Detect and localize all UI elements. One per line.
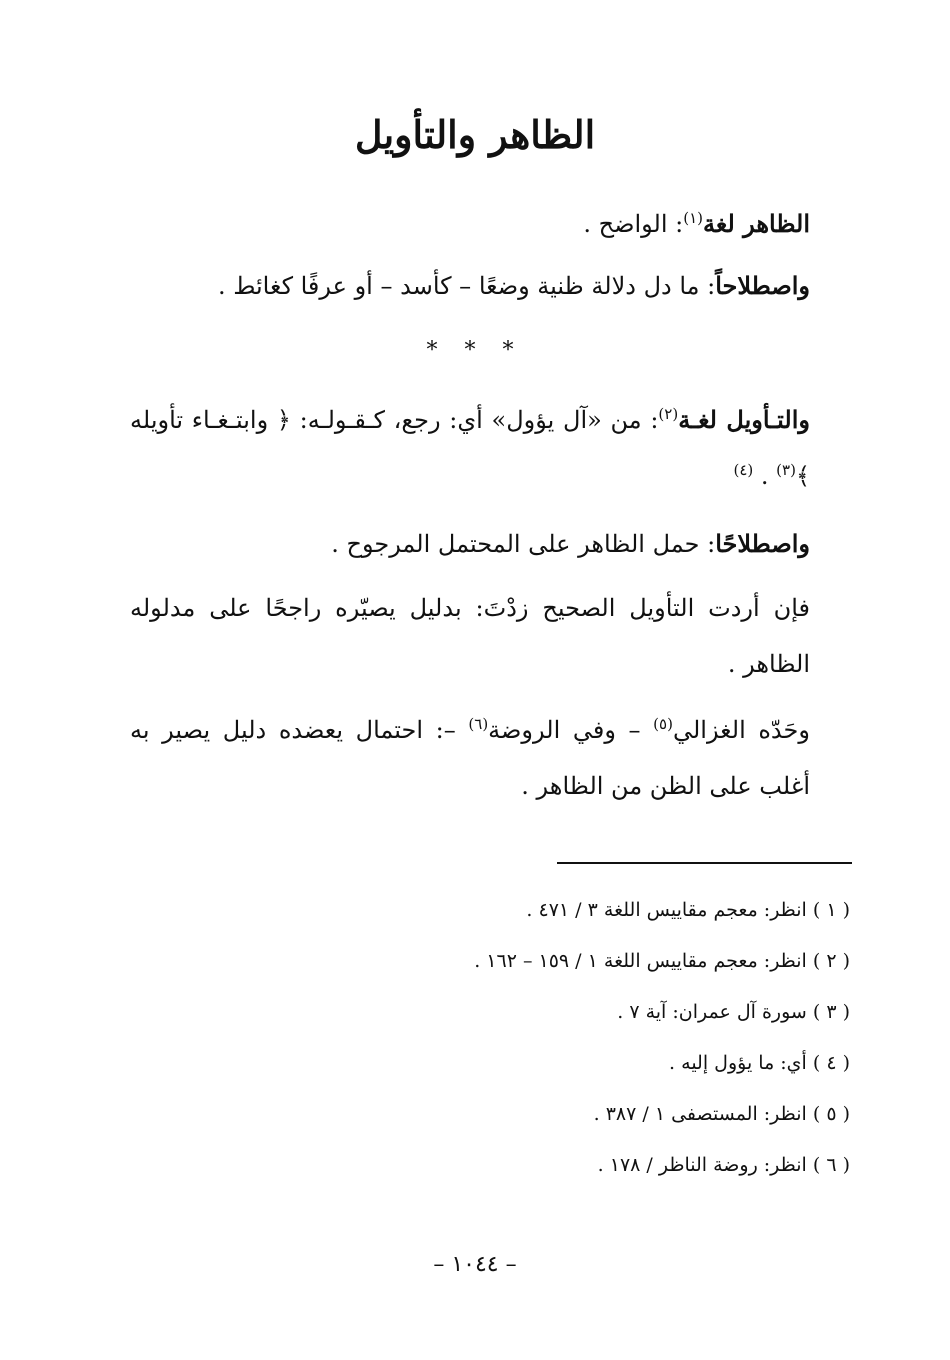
hadd-text-part2: – وفي الروضة	[488, 716, 641, 744]
footnote-divider	[557, 862, 852, 864]
footnote-item: ( ٦ ) انظر: روضة الناظر / ١٧٨ .	[597, 1154, 850, 1176]
hadd-text-part1: وحَدّه الغزالي	[672, 716, 810, 744]
tawil-hadd-paragraph	[130, 702, 810, 814]
zahir-lugha-paragraph	[130, 196, 810, 252]
footnote-ref-3: (٣)	[776, 461, 796, 479]
footnote-ref-6: (٦)	[468, 715, 489, 733]
tawil-lugha-text: : من «آل يؤول» أي: رجع، كـقـولـه: ﴿ وابتـغـاء تأويله ﴾	[130, 406, 810, 490]
page-number: – ١٠٤٤ –	[433, 1252, 517, 1277]
zahir-istilah-term: واصطلاحاً	[715, 271, 810, 300]
tawil-lugha-paragraph: والتـأويل لغـة$^{(٢)}$: من «آل يؤول» أي: رجع، كـقـولـه: ﴿ وابتـغـاء تأويله ﴾$^{(٣)}$ . $^{(٤)}$	[130, 405, 810, 490]
footnote-item: ( ٥ ) انظر: المستصفى ١ / ٣٨٧ .	[593, 1103, 850, 1125]
footnote-list	[110, 888, 850, 1194]
chapter-title: الظاهر والتأويل	[354, 112, 596, 157]
footnote-ref-5: (٥)	[653, 715, 673, 733]
zahir-lugha-term: الظاهر لغة	[703, 209, 810, 238]
tawil-istilah-paragraph	[130, 516, 810, 572]
footnote-item: ( ١ ) انظر: معجم مقاييس اللغة ٣ / ٤٧١ .	[526, 899, 850, 921]
tawil-istilah-term: واصطلاحًا	[715, 529, 810, 558]
footnote-ref-2: (٢)	[658, 405, 679, 423]
zahir-lugha-text: : الواضح .	[583, 210, 684, 238]
section-separator: * * *	[426, 338, 524, 363]
tawil-lugha-term: والتـأويل لغـة	[678, 405, 810, 434]
footnote-ref-4: (٤)	[733, 461, 754, 479]
tawil-sahih-paragraph: فإن أردت التأويل الصحيح زدْتَ: بدليل يصيّره راجحًا على مدلوله الظاهر .	[130, 594, 810, 678]
hadd-text-part3: –: احتمال يعضده دليل يصير به أغلب على الظن من الظاهر .	[130, 716, 810, 800]
tawil-istilah-text: : حمل الظاهر على المحتمل المرجوح .	[331, 530, 716, 558]
footnote-item: ( ٢ ) انظر: معجم مقاييس اللغة ١ / ١٥٩ – ١٦٢ .	[474, 950, 850, 972]
zahir-istilah-paragraph	[130, 258, 810, 314]
zahir-istilah-text: : ما دل دلالة ظنية وضعًا – كأسد – أو عرفًا كغائط .	[217, 272, 716, 300]
footnote-ref-1: (١)	[683, 209, 703, 227]
footnote-item: ( ٤ ) أي: ما يؤول إليه .	[669, 1052, 850, 1074]
footnote-item: ( ٣ ) سورة آل عمران: آية ٧ .	[617, 1001, 850, 1023]
